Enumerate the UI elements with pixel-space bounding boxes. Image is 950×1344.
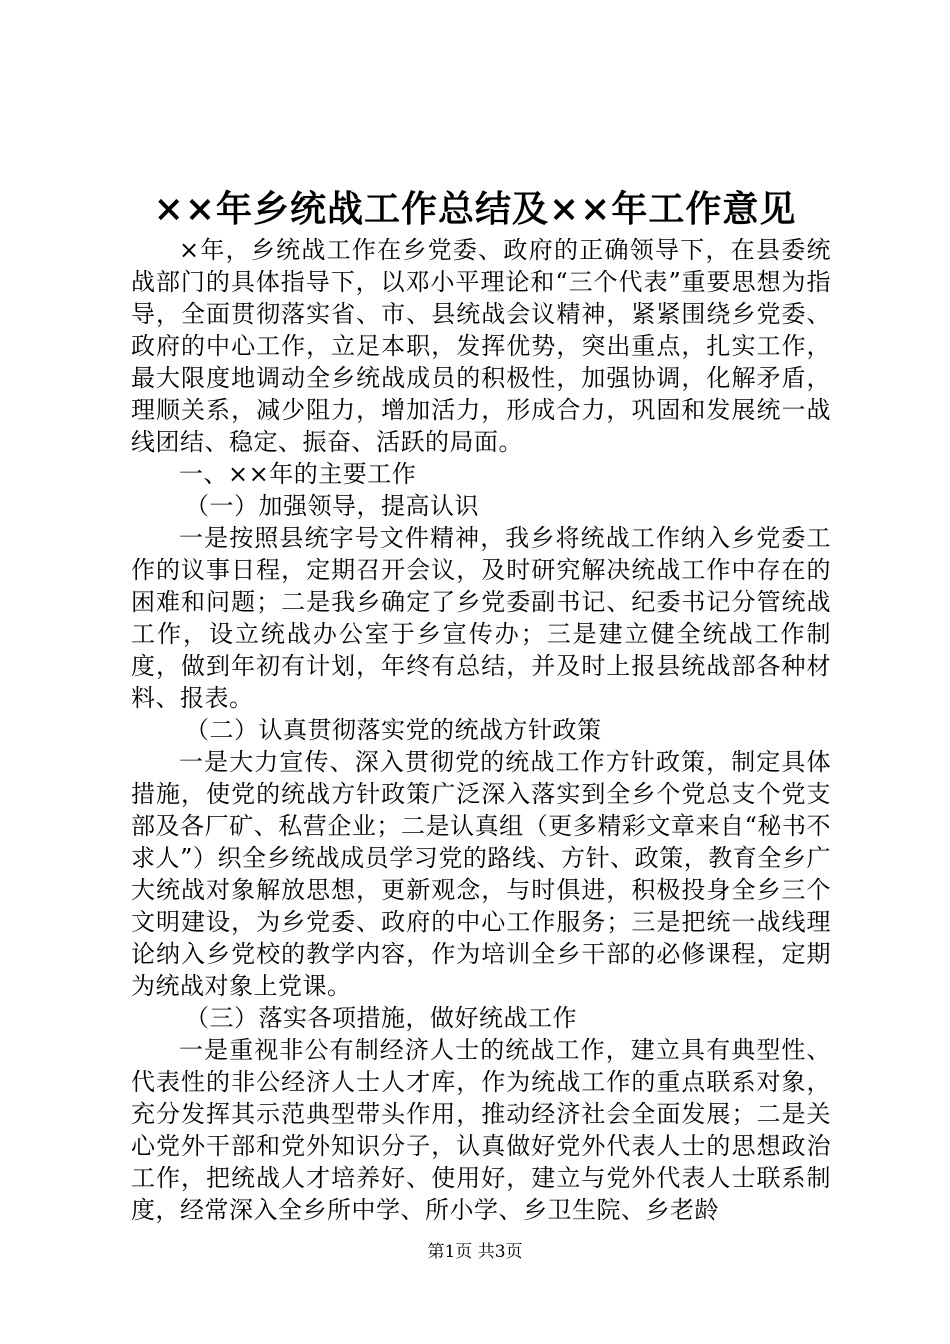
subsection-heading-1: （一）加强领导，提高认识 <box>185 492 479 520</box>
intro-paragraph: ×年，乡统战工作在乡党委、政府的正确领导下，在县委统战部门的具体指导下，以邓小平理论和“三个代表”重要思想为指导，全面贯彻落实省、市、县统战会议精神，紧紧围绕乡党委、政府的中心工作，立足本职，发挥优势，突出重点，扎实工作，最大限度地调动全乡统战成员的积极性，加强协调，化解矛盾，理顺关系，减少阻力，增加活力，形成合力，巩固和发展统一战线团结、稳定、振奋、活跃的局面。 <box>131 236 831 456</box>
document-body <box>131 234 831 1226</box>
section-heading-main-work: 一、××年的主要工作 <box>179 460 417 488</box>
subsection-paragraph-3: 一是重视非公有制经济人士的统战工作，建立具有典型性、代表性的非公经济人士人才库，作为统战工作的重点联系对象，充分发挥其示范典型带头作用，推动经济社会全面发展；二是关心党外干部和党外知识分子，认真做好党外代表人士的思想政治工作，把统战人才培养好、使用好，建立与党外代表人士联系制度，经常深入全乡所中学、所小学、乡卫生院、乡老龄 <box>131 1036 831 1224</box>
subsection-paragraph-2: 一是大力宣传、深入贯彻党的统战工作方针政策，制定具体措施，使党的统战方针政策广泛深入落实到全乡个党总支个党支部及各厂矿、私营企业；二是认真组（更多精彩文章来自“秘书不求人”）织全乡统战成员学习党的路线、方针、政策，教育全乡广大统战对象解放思想，更新观念，与时俱进，积极投身全乡三个文明建设，为乡党委、政府的中心工作服务；三是把统一战线理论纳入乡党校的教学内容，作为培训全乡干部的必修课程，定期为统战对象上党课。 <box>131 748 831 1000</box>
document-title: ××年乡统战工作总结及××年工作意见 <box>153 188 797 230</box>
page-footer: 第1页 共3页 <box>427 1242 523 1262</box>
subsection-heading-2: （二）认真贯彻落实党的统战方针政策 <box>185 716 602 744</box>
subsection-heading-3: （三）落实各项措施，做好统战工作 <box>185 1004 577 1032</box>
subsection-paragraph-1: 一是按照县统字号文件精神，我乡将统战工作纳入乡党委工作的议事日程，定期召开会议，及时研究解决统战工作中存在的困难和问题；二是我乡确定了乡党委副书记、纪委书记分管统战工作，设立统战办公室于乡宣传办；三是建立健全统战工作制度，做到年初有计划，年终有总结，并及时上报县统战部各种材料、报表。 <box>131 524 831 712</box>
